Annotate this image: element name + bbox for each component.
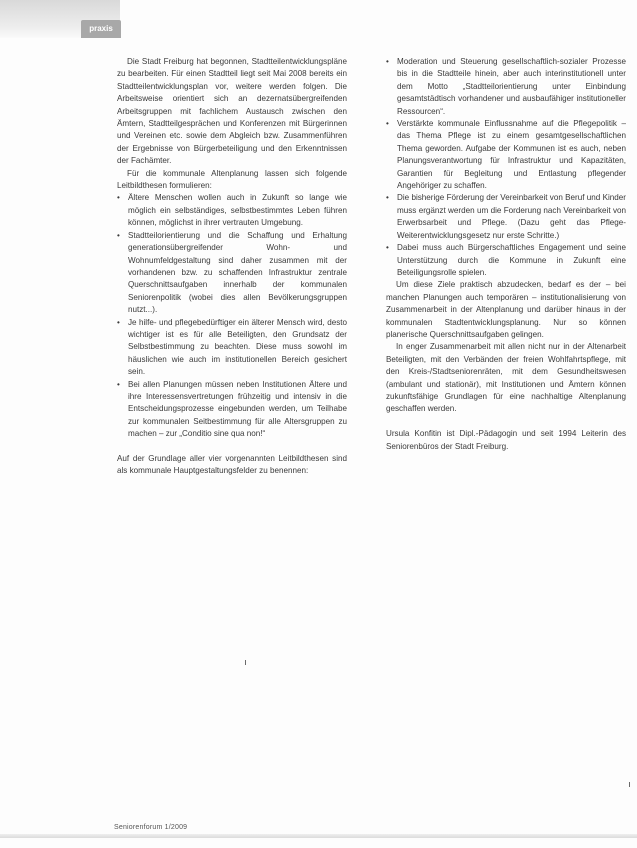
section-tab-label: praxis bbox=[81, 20, 121, 38]
corner-tab bbox=[0, 0, 120, 38]
left-bullet-list bbox=[117, 192, 347, 440]
author-note: Ursula Konfitin ist Dipl.-Pädagogin und seit 1994 Leiterin des Seniorenbüros der Stadt Freiburg. bbox=[386, 429, 626, 451]
list-item: • Dabei muss auch Bürgerschaftliches Engagement und seine Unterstützung durch die Kommune in Zukunft eine Beteiligungsrolle spielen. bbox=[386, 242, 626, 279]
list-item: • Ältere Menschen wollen auch in Zukunft so lange wie möglich ein selbständiges, selbstbestimmtes Leben führen können, möglichst in ihrer vertrauten Umgebung. bbox=[117, 192, 347, 229]
page-footer: Seniorenforum 1/2009 bbox=[114, 824, 188, 831]
intro-paragraph: Die Stadt Freiburg hat begonnen, Stadtteilentwicklungspläne zu bearbeiten. Für einen Stadtteil liegt seit Mai 2008 bereits ein Stadtteilentwicklungsplan vor, weitere werden folgen. Die Arbeitsweise orientiert sich an dezernatsübergreifenden Arbeitsgruppen mit fachlichem Austausch zwischen den Ämtern, Stadtteilgesprächen und Konferenzen mit Bürgerinnen und Vereinen etc. sowie dem Abgleich bzw. Zusammenführen der Ergebnisse von Bürgerbeteiligung und den Erkenntnissen der Fachämter. bbox=[117, 57, 347, 166]
right-bullet-list bbox=[386, 56, 626, 279]
body-paragraph: In enger Zusammenarbeit mit allen nicht nur in der Altenarbeit Beteiligten, mit den Verbänden der freien Wohlfahrtspflege, mit den Kreis-/Stadtseniorenräten, mit dem Gesundheitswesen (ambulant und stationär), mit Institutionen und Ämtern können zukunftsfähige Grundlagen für eine nachhaltige Altenplanung geschaffen werden. bbox=[386, 342, 626, 414]
list-item: • Verstärkte kommunale Einflussnahme auf die Pflegepolitik – das Thema Pflege ist zu einem gesamtgesellschaftlichen Thema geworden. Aufgabe der Kommunen ist es auch, neben Planungsverantwortung für Infrastruktur und Kapazitäten, Garantien für Begleitung und Entlastung pflegender Angehöriger zu schaffen. bbox=[386, 118, 626, 192]
scan-speck bbox=[629, 782, 630, 787]
list-item: • Stadtteilorientierung und die Schaffung und Erhaltung generationsübergreifender Wohn- und Wohnumfeldgestaltung sind daher zusammen mit der vorhandenen bzw. zu schaffenden Infrastruktur zentrale Querschnittsaufgaben innerhalb der kommunalen Seniorenpolitik (wobei dies allen Bevölkerungsgruppen nutzt...). bbox=[117, 230, 347, 317]
list-item: • Moderation und Steuerung gesellschaftlich-sozialer Prozesse bis in die Stadtteile hinein, aber auch interinstitutionell unter dem Motto „Stadtteilorientierung unter Einbindung gesamtstädtisch vorhandener und ausbaufähiger institutioneller Ressourcen“. bbox=[386, 56, 626, 118]
right-column bbox=[386, 56, 626, 453]
scan-speck bbox=[245, 660, 246, 665]
closing-paragraph: Auf der Grundlage aller vier vorgenannten Leitbildthesen sind als kommunale Hauptgestaltungsfelder zu benennen: bbox=[117, 453, 347, 476]
footer-rule bbox=[0, 834, 637, 838]
lead-paragraph: Für die kommunale Altenplanung lassen sich folgende Leitbildthesen formulieren: bbox=[117, 168, 347, 191]
list-item: • Je hilfe- und pflegebedürftiger ein älterer Mensch wird, desto wichtiger ist es für alle Beteiligten, den Grundsatz der Selbstbestimmung zu beachten. Diese muss sowohl im häuslichen wie auch im institutionellen Bereich gesichert sein. bbox=[117, 317, 347, 379]
left-column bbox=[117, 56, 347, 478]
list-item: • Bei allen Planungen müssen neben Institutionen Ältere und ihre Interessensvertretungen frühzeitig und intensiv in die Entscheidungsprozesse eingebunden werden, um Teilhabe zur kommunalen Seitbestimmung für alle Altersgruppen zu machen – zur „Conditio sine qua non!“ bbox=[117, 379, 347, 441]
body-paragraph: Um diese Ziele praktisch abzudecken, bedarf es der – bei manchen Planungen auch temporären – institutionalisierung von Zusammenarbeit in der Altenplanung und darüber hinaus in der kommunalen Stadtentwicklungsplanung. Nur so können planerische Querschnittsaufgaben gelingen. bbox=[386, 280, 626, 339]
list-item: • Die bisherige Förderung der Vereinbarkeit von Beruf und Kinder muss ergänzt werden um die Forderung nach Vereinbarkeit von Erwerbsarbeit und Pflege. (Dazu geht das Pflege-Weiterentwicklungsgesetz nur erste Schritte.) bbox=[386, 192, 626, 242]
